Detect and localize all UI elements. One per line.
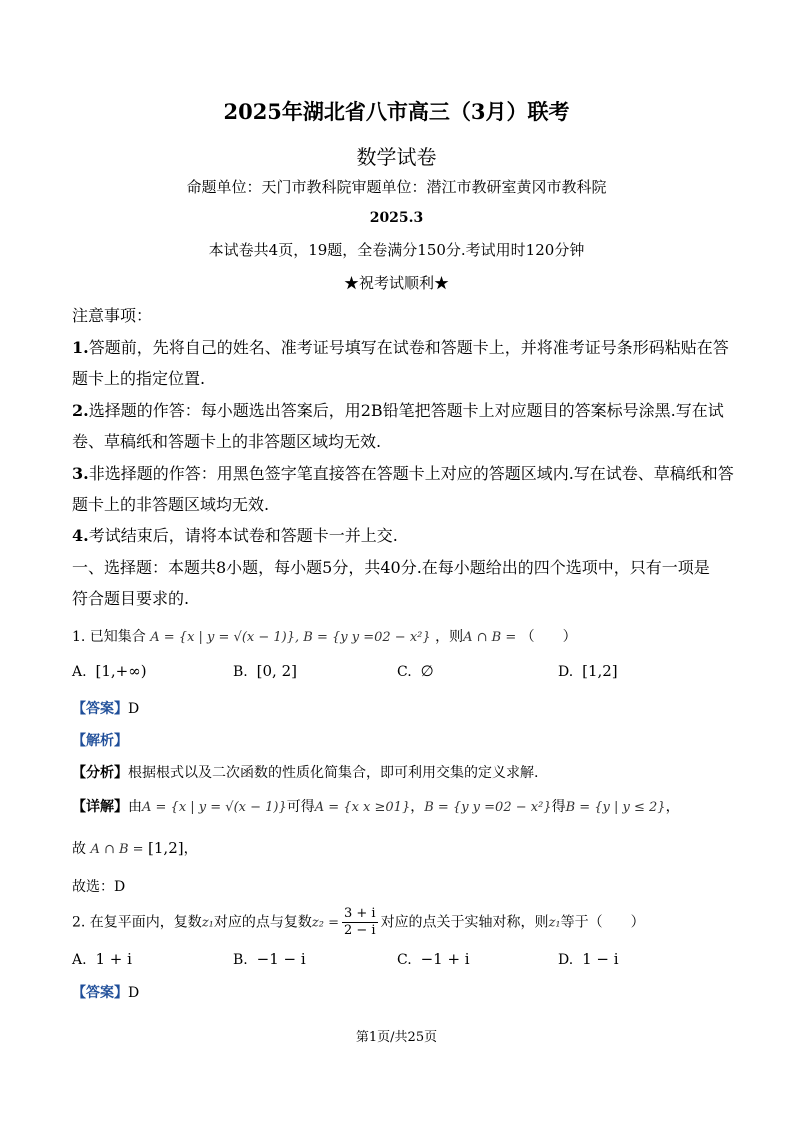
question-1-stem — [72, 626, 732, 646]
q1-option-b — [233, 662, 297, 680]
z2-fraction — [342, 906, 378, 939]
detail-text: 由 — [128, 799, 142, 815]
option-value: 1 + i — [95, 950, 132, 968]
q1-option-a — [72, 662, 147, 680]
question-text: 对应的点与复数 — [213, 914, 312, 931]
question-text: ，则 — [435, 629, 464, 645]
note-number: 2. — [72, 401, 89, 420]
detail-formula: B = {y | y ≤ 2} — [565, 800, 666, 815]
note-text: 考试结束后，请将本试卷和答题卡一并上交. — [88, 526, 398, 545]
detail-formula: A = {x | y = √(x − 1)} — [142, 800, 287, 815]
detail-text: ， — [410, 799, 425, 815]
fraction-numerator: 3 + i — [343, 906, 376, 921]
conclusion-text: ， — [183, 841, 198, 857]
detail-text: 得 — [551, 799, 566, 815]
note-1-cont: 题卡上的指定位置. — [72, 369, 206, 388]
note-4 — [72, 523, 732, 546]
option-label: C. — [397, 952, 412, 968]
conclusion-text: 故 — [72, 841, 86, 857]
q2-option-b — [233, 950, 306, 968]
section-heading-cont: 符合题目要求的. — [72, 589, 190, 608]
exam-info: 本试卷共4页，19题，全卷满分150分.考试用时120分钟 — [208, 241, 585, 259]
option-value: [1,+∞) — [95, 662, 147, 680]
q1-conclusion — [72, 838, 732, 858]
q2-option-c — [397, 950, 470, 968]
page-footer: 第1页/共25页 — [355, 1030, 438, 1045]
q1-choose: 故选：D — [72, 879, 126, 895]
note-text: 答题前，先将自己的姓名、准考证号填写在试卷和答题卡上，并将准考证号条形码粘贴在答 — [88, 338, 729, 357]
q1-option-c — [397, 662, 434, 680]
note-number: 1. — [72, 338, 89, 357]
answer-value: D — [128, 701, 140, 717]
fenxi-tag: 【分析】 — [72, 765, 128, 781]
option-label: B. — [233, 952, 248, 968]
option-value: 1 − i — [582, 950, 619, 968]
answer-value: D — [128, 985, 140, 1001]
question-text: 2. 在复平面内，复数 — [72, 914, 202, 931]
option-value: [0, 2] — [256, 662, 297, 680]
answer-tag: 【答案】 — [72, 985, 128, 1001]
conclusion-value: [1,2] — [148, 839, 184, 857]
option-value: [1,2] — [582, 662, 618, 680]
q1-analysis-tag — [72, 730, 732, 750]
option-label: A. — [72, 664, 87, 680]
question-text: 等于（ ） — [560, 914, 645, 931]
answer-tag: 【答案】 — [72, 701, 128, 717]
notes-title: 注意事项： — [72, 306, 153, 325]
option-value: −1 − i — [256, 950, 306, 968]
fenxi-text: 根据根式以及二次函数的性质化简集合，即可利用交集的定义求解. — [128, 765, 539, 781]
conclusion-formula: A ∩ B = — [90, 842, 144, 857]
option-label: D. — [558, 952, 574, 968]
q2-answer — [72, 982, 732, 1002]
set-b-formula: , B = {y y =02 − x²} — [295, 630, 431, 645]
exam-wish: ★祝考试顺利★ — [343, 274, 449, 292]
option-value: −1 + i — [420, 950, 470, 968]
exam-date: 2025.3 — [369, 210, 424, 226]
fraction-denominator: 2 − i — [343, 923, 376, 938]
q2-option-d — [558, 950, 619, 968]
note-number: 3. — [72, 464, 89, 483]
option-label: A. — [72, 952, 87, 968]
note-text: 选择题的作答：每小题选出答案后，用2B铅笔把答题卡上对应题目的答案标号涂黑.写在试 — [88, 401, 724, 420]
detail-tag: 【详解】 — [72, 799, 128, 815]
q2-option-a — [72, 950, 132, 968]
detail-text: ， — [665, 799, 680, 815]
detail-formula: B = {y y =02 − x²} — [424, 800, 552, 815]
note-text: 非选择题的作答：用黑色签字笔直接答在答题卡上对应的答题区域内.写在试卷、草稿纸和答 — [88, 464, 734, 483]
q1-answer — [72, 698, 732, 718]
z1-symbol: z₁ — [201, 915, 214, 931]
option-label: B. — [233, 664, 248, 680]
detail-text: 可得 — [286, 799, 315, 815]
question-text: 1. 已知集合 — [72, 629, 146, 645]
note-1 — [72, 335, 732, 358]
option-label: D. — [558, 664, 574, 680]
detail-formula: A = {x x ≥01} — [314, 800, 411, 815]
note-2-cont: 卷、草稿纸和答题卡上的非答题区域均无效. — [72, 432, 382, 451]
question-2-stem — [72, 906, 732, 939]
q1-detail — [72, 796, 732, 816]
note-3 — [72, 461, 732, 484]
exam-units: 命题单位：天门市教科院审题单位：潜江市教研室黄冈市教科院 — [186, 178, 607, 196]
note-number: 4. — [72, 526, 89, 545]
section-heading: 一、选择题：本题共8小题，每小题5分，共40分.在每小题给出的四个选项中，只有一项是 — [72, 558, 710, 577]
note-3-cont: 题卡上的非答题区域均无效. — [72, 495, 270, 514]
intersection-formula: A ∩ B = — [463, 630, 517, 645]
analysis-tag: 【解析】 — [72, 733, 128, 749]
z1-symbol: z₁ — [548, 915, 561, 931]
note-2 — [72, 398, 732, 421]
answer-paren: （ ） — [520, 629, 577, 645]
exam-title: 2025年湖北省八市高三（3月）联考 — [223, 99, 570, 124]
exam-subject: 数学试卷 — [356, 145, 437, 169]
option-value: ∅ — [420, 662, 434, 680]
option-label: C. — [397, 664, 412, 680]
set-a-formula: A = {x | y = √(x − 1)} — [150, 630, 296, 645]
q1-fenxi — [72, 762, 732, 782]
question-text: 对应的点关于实轴对称，则 — [380, 914, 549, 931]
q1-option-d — [558, 662, 618, 680]
z2-symbol: z₂ = — [311, 915, 339, 931]
